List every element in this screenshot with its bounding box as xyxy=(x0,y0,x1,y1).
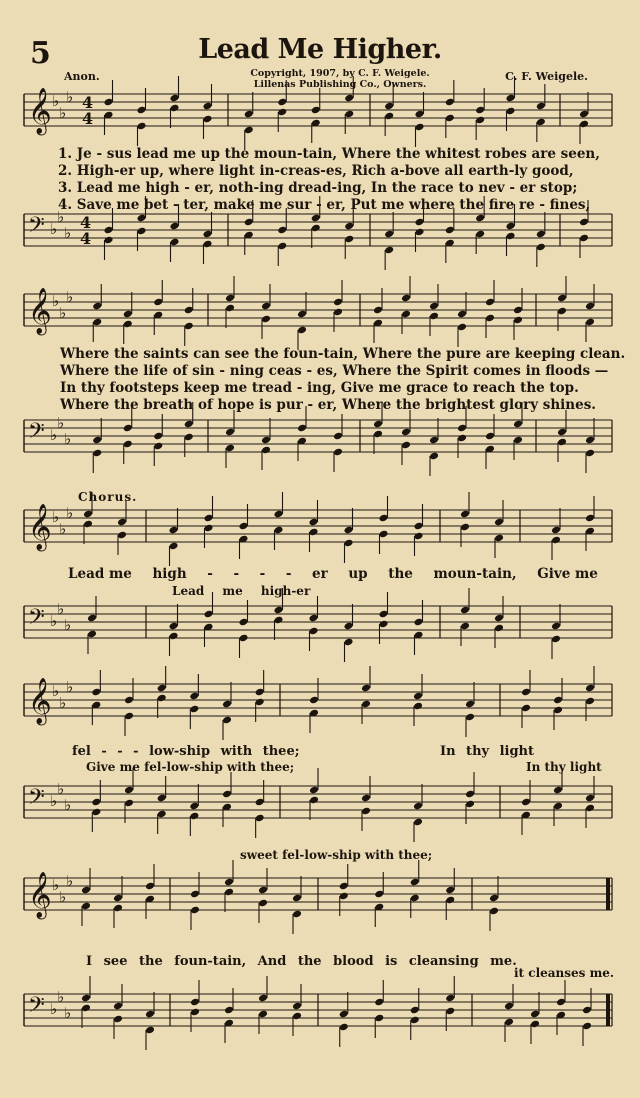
flat-icon: ♭ xyxy=(52,682,60,700)
verse-1-line-a: 1. Je - sus lead me up the moun-tain, Where the whitest robes are seen, xyxy=(58,146,600,162)
chorus-word: - xyxy=(285,566,292,582)
chorus-word: Lead me xyxy=(68,566,132,582)
treble-clef-icon: 𝄞 xyxy=(28,678,52,724)
bass-clef-icon: 𝄢 xyxy=(28,419,45,449)
chorus-line-2-bass-a: Give me fel-low-ship with thee; xyxy=(86,760,295,774)
bass-clef-icon: 𝄢 xyxy=(28,993,45,1023)
treble-clef-icon: 𝄞 xyxy=(28,88,52,134)
flat-icon: ♭ xyxy=(50,612,58,630)
hymn-number: 5 xyxy=(30,36,51,71)
chorus-word: moun-tain, xyxy=(433,566,517,582)
flat-icon: ♭ xyxy=(66,288,74,306)
verse-4-line-a: 4. Save me bet - ter, make me sur - er, Put me where the fire re - fines, xyxy=(58,197,591,213)
time-signature: 4 xyxy=(80,213,92,232)
time-signature: 4 xyxy=(80,229,92,248)
flat-icon: ♭ xyxy=(64,796,72,814)
chorus-line-1-melody xyxy=(68,566,598,582)
chorus-line-4-melody: I see the foun-tain, And the blood is cleansing me. xyxy=(86,954,517,969)
copyright-line-1: Copyright, 1907, by C. F. Weigele. xyxy=(250,68,430,79)
flat-icon: ♭ xyxy=(50,792,58,810)
chorus-line-3-bass: sweet fel-low-ship with thee; xyxy=(240,848,433,862)
chorus-word: - xyxy=(233,566,240,582)
chorus-word: high xyxy=(152,566,187,582)
flat-icon: ♭ xyxy=(66,88,74,106)
flat-icon: ♭ xyxy=(57,208,65,226)
chorus-word: - xyxy=(259,566,266,582)
flat-icon: ♭ xyxy=(52,292,60,310)
verse-4-line-b: Where the breath of hope is pur - er, Where the brightest glory shines. xyxy=(60,397,597,413)
flat-icon: ♭ xyxy=(59,888,67,906)
chorus-label: Chorus. xyxy=(78,490,138,504)
flat-icon: ♭ xyxy=(66,872,74,890)
chorus-line-2-bass-b: In thy light xyxy=(526,760,602,774)
chorus-word: the xyxy=(388,566,413,582)
chorus-line-2-melody-a: fel - - - low-ship with thee; xyxy=(72,744,300,759)
verse-1-line-b: Where the saints can see the foun-tain, Where the pure are keeping clean. xyxy=(60,346,626,362)
time-signature: 4 xyxy=(82,109,94,128)
copyright-line-2: Lillenas Publishing Co., Owners. xyxy=(253,79,427,90)
flat-icon: ♭ xyxy=(59,520,67,538)
flat-icon: ♭ xyxy=(52,92,60,110)
treble-clef-icon: 𝄞 xyxy=(28,504,52,550)
flat-icon: ♭ xyxy=(52,508,60,526)
time-signature: 4 xyxy=(82,93,94,112)
flat-icon: ♭ xyxy=(52,876,60,894)
treble-clef-icon: 𝄞 xyxy=(28,288,52,334)
flat-icon: ♭ xyxy=(64,224,72,242)
flat-icon: ♭ xyxy=(57,988,65,1006)
chorus-word: - xyxy=(207,566,213,582)
flat-icon: ♭ xyxy=(57,780,65,798)
composer: C. F. Weigele. xyxy=(505,70,588,83)
chorus-line-2-melody-b: In thy light xyxy=(440,744,535,759)
chorus-line-1-bass: Lead me high-er xyxy=(172,584,311,598)
flat-icon: ♭ xyxy=(59,694,67,712)
chorus-line-4-bass: it cleanses me. xyxy=(514,966,615,980)
verse-3-line-b: In thy footsteps keep me tread - ing, Give me grace to reach the top. xyxy=(60,380,579,396)
flat-icon: ♭ xyxy=(57,414,65,432)
flat-icon: ♭ xyxy=(66,504,74,522)
flat-icon: ♭ xyxy=(64,430,72,448)
bass-clef-icon: 𝄢 xyxy=(28,785,45,815)
chorus-word: up xyxy=(348,566,368,582)
flat-icon: ♭ xyxy=(59,104,67,122)
hymn-title: Lead Me Higher. xyxy=(198,34,442,65)
bass-clef-icon: 𝄢 xyxy=(28,605,45,635)
flat-icon: ♭ xyxy=(66,678,74,696)
verse-2-line-a: 2. High-er up, where light in-creas-es, Rich a-bove all earth-ly good, xyxy=(58,163,574,179)
flat-icon: ♭ xyxy=(50,1000,58,1018)
verse-2-line-b: Where the life of sin - ning ceas - es, Where the Spirit comes in floods — xyxy=(60,363,609,379)
flat-icon: ♭ xyxy=(50,426,58,444)
flat-icon: ♭ xyxy=(57,600,65,618)
flat-icon: ♭ xyxy=(64,1004,72,1022)
chorus-word: Give me xyxy=(537,566,598,582)
lyricist: Anon. xyxy=(64,70,100,83)
flat-icon: ♭ xyxy=(64,616,72,634)
treble-clef-icon: 𝄞 xyxy=(28,872,52,918)
chorus-word: er xyxy=(312,566,328,582)
verse-3-line-a: 3. Lead me high - er, noth-ing dread-ing, In the race to nev - er stop; xyxy=(58,180,578,196)
bass-clef-icon: 𝄢 xyxy=(28,213,45,243)
flat-icon: ♭ xyxy=(59,304,67,322)
flat-icon: ♭ xyxy=(50,220,58,238)
